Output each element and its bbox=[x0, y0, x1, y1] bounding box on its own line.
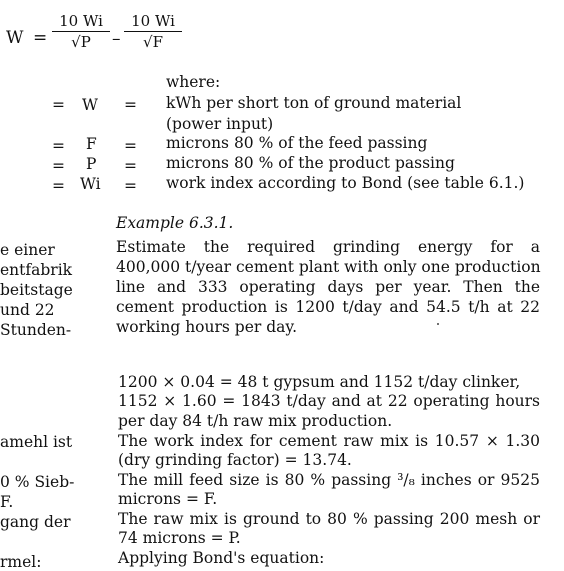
calc-line: 74 microns = P. bbox=[118, 529, 241, 547]
def-p-symbol: P bbox=[86, 155, 97, 173]
formula-term2 bbox=[124, 12, 182, 51]
def-wi-text: work index according to Bond (see table 6.1.) bbox=[166, 174, 525, 192]
where-label: where: bbox=[166, 73, 221, 91]
formula-lhs: W bbox=[6, 28, 24, 48]
example-line: Estimate the required grinding energy for a bbox=[116, 238, 540, 256]
def-wi-symbol: Wi bbox=[80, 175, 101, 193]
def-wi-sign: = bbox=[52, 177, 65, 195]
calc-line: 1200 × 0.04 = 48 t gypsum and 1152 t/day clinker, bbox=[118, 373, 521, 391]
calc-line: The raw mix is ground to 80 % passing 200 mesh or bbox=[118, 510, 540, 528]
def-p-text: microns 80 % of the product passing bbox=[166, 154, 455, 172]
stray-dot bbox=[437, 323, 439, 325]
calc-line: microns = F. bbox=[118, 490, 218, 508]
formula-minus: – bbox=[112, 29, 121, 49]
formula-term1 bbox=[52, 12, 110, 51]
calc-line: (dry grinding factor) = 13.74. bbox=[118, 451, 352, 469]
calc-line: per day 84 t/h raw mix production. bbox=[118, 412, 393, 430]
left-fragment: F. bbox=[0, 493, 14, 511]
def-p-eq: = bbox=[124, 157, 137, 175]
def-w-text2: (power input) bbox=[166, 115, 274, 133]
def-w-symbol: W bbox=[82, 96, 98, 114]
formula-equals: = bbox=[33, 28, 48, 48]
example-line: line and 333 operating days per year. Then the bbox=[116, 278, 540, 296]
left-fragment: 0 % Sieb- bbox=[0, 473, 75, 491]
left-fragment: gang der bbox=[0, 513, 71, 531]
left-fragment: beitstage bbox=[0, 281, 73, 299]
term1-numerator: 10 Wi bbox=[59, 12, 103, 30]
example-line: working hours per day. bbox=[116, 318, 297, 336]
def-w-eq: = bbox=[124, 96, 137, 114]
left-fragment: und 22 bbox=[0, 301, 55, 319]
def-f-eq: = bbox=[124, 137, 137, 155]
left-fragment: amehl ist bbox=[0, 433, 73, 451]
def-w-text: kWh per short ton of ground material bbox=[166, 94, 462, 112]
term1-denominator: √P bbox=[52, 31, 110, 51]
example-line: 400,000 t/year cement plant with only one production bbox=[116, 258, 541, 276]
left-fragment: Stunden- bbox=[0, 321, 72, 339]
left-fragment: rmel: bbox=[0, 553, 42, 571]
calc-line: 1152 × 1.60 = 1843 t/day and at 22 operating hours bbox=[118, 392, 540, 410]
def-w-sign: = bbox=[52, 96, 65, 114]
def-f-sign: = bbox=[52, 137, 65, 155]
def-f-symbol: F bbox=[86, 135, 97, 153]
calc-line: Applying Bond's equation: bbox=[118, 549, 325, 567]
def-wi-eq: = bbox=[124, 177, 137, 195]
term2-denominator: √F bbox=[124, 31, 182, 51]
example-title: Example 6.3.1. bbox=[116, 214, 234, 232]
def-f-text: microns 80 % of the feed passing bbox=[166, 134, 428, 152]
calc-line: The work index for cement raw mix is 10.57 × 1.30 bbox=[118, 432, 540, 450]
def-p-sign: = bbox=[52, 157, 65, 175]
left-fragment: entfabrik bbox=[0, 261, 73, 279]
left-fragment: e einer bbox=[0, 241, 55, 259]
calc-line: The mill feed size is 80 % passing ³/₈ inches or 9525 bbox=[118, 471, 540, 489]
example-line: cement production is 1200 t/day and 54.5 t/h at 22 bbox=[116, 298, 540, 316]
term2-numerator: 10 Wi bbox=[131, 12, 175, 30]
